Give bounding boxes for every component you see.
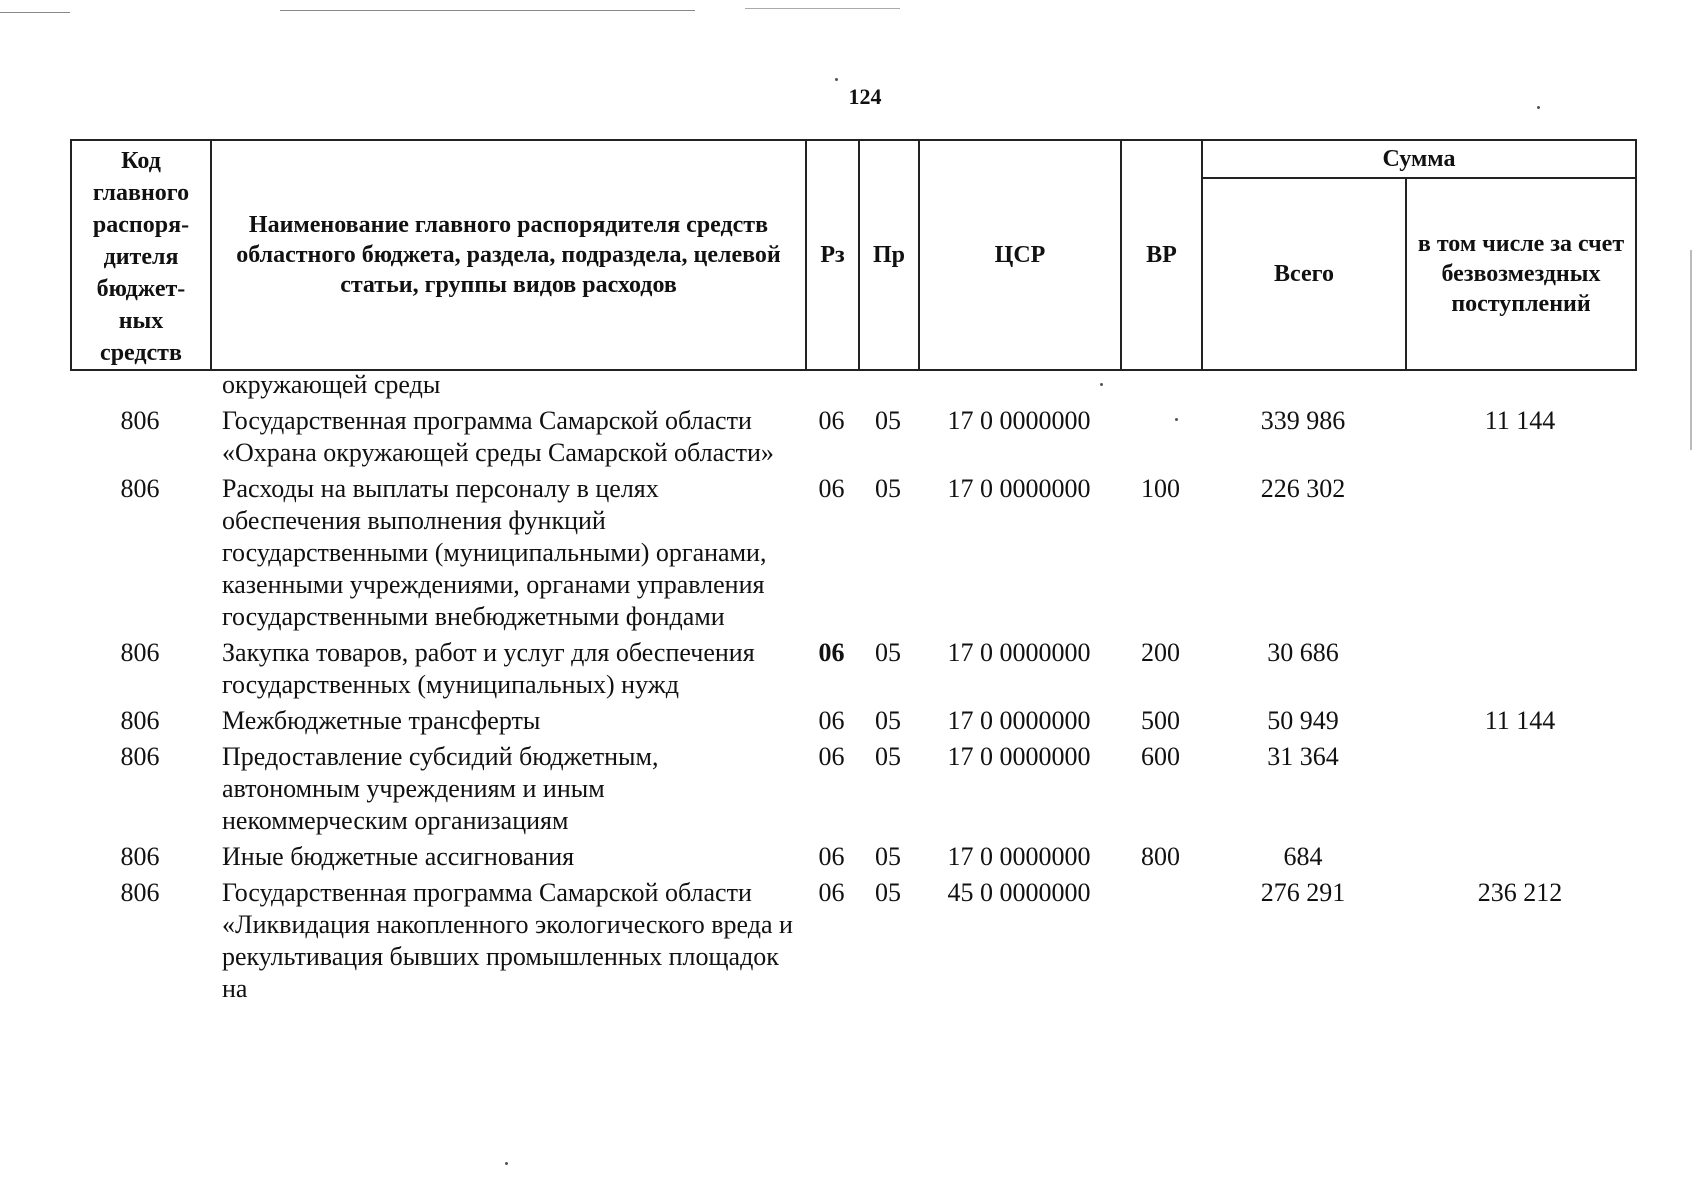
- header-pr: Пр: [859, 140, 919, 370]
- scan-artifact-line: [1690, 250, 1692, 450]
- cell-csr: 17 0 0000000: [947, 742, 1091, 771]
- cell-vr: 200: [1141, 638, 1180, 667]
- cell-incl: [1405, 739, 1635, 839]
- table-header: [70, 139, 1637, 371]
- cell-vr: 600: [1141, 742, 1180, 771]
- cell-code: 806: [120, 878, 160, 907]
- cell-rz: 06: [818, 878, 845, 907]
- cell-code: 806: [120, 842, 160, 871]
- header-rz: Рз: [806, 140, 859, 370]
- cell-pr: 05: [875, 878, 901, 907]
- cell-csr: 17 0 0000000: [947, 474, 1091, 503]
- cell-total: 276 291: [1260, 878, 1346, 907]
- cell-code: 806: [120, 406, 160, 435]
- header-vr: ВР: [1121, 140, 1202, 370]
- scan-artifact-dot: [505, 1162, 508, 1165]
- cell-vr: 500: [1141, 706, 1180, 735]
- cell-code: 806: [120, 638, 160, 667]
- cell-rz: 06: [818, 706, 845, 735]
- table-row: [70, 635, 1635, 703]
- table-body: [70, 369, 1635, 1007]
- scan-artifact-line: [745, 8, 900, 9]
- cell-csr: 45 0 0000000: [947, 878, 1091, 907]
- table-row: [70, 839, 1635, 875]
- cell-incl: [1405, 839, 1635, 875]
- header-csr: ЦСР: [919, 140, 1121, 370]
- table-row: [70, 703, 1635, 739]
- cell-csr: 17 0 0000000: [947, 638, 1091, 667]
- cell-name: Иные бюджетные ассигнования: [222, 842, 575, 871]
- cell-csr: 17 0 0000000: [947, 706, 1091, 735]
- cell-name: Предоставление субсидий бюджетным, автономным учреждениям и иным некоммерческим организациям: [222, 742, 659, 835]
- cell-incl: [1405, 635, 1635, 703]
- cell-csr: 17 0 0000000: [947, 406, 1091, 435]
- cell-name: Расходы на выплаты персоналу в целях обеспечения выполнения функций государственными (муниципальными) органами, казенными учреждениями, органами управления государственными внебюджетными фондами: [222, 474, 767, 631]
- cell-pr: 05: [875, 638, 901, 667]
- cell-vr: [1120, 403, 1201, 471]
- cell-name: Закупка товаров, работ и услуг для обеспечения государственных (муниципальных) нужд: [222, 638, 755, 699]
- cell-vr: 800: [1141, 842, 1180, 871]
- cell-rz: 06: [818, 742, 845, 771]
- cell-total: 226 302: [1260, 474, 1346, 503]
- cell-csr: 17 0 0000000: [947, 842, 1091, 871]
- cell-incl: 11 144: [1484, 406, 1556, 435]
- continuation-text: окружающей среды: [222, 370, 441, 399]
- header-total: Всего: [1202, 178, 1406, 370]
- cell-total: 31 364: [1267, 742, 1339, 771]
- header-sum: Сумма: [1202, 140, 1636, 178]
- scan-artifact-line: [0, 12, 70, 13]
- cell-code: 806: [120, 742, 160, 771]
- scan-artifact-dot: [835, 78, 838, 81]
- cell-pr: 05: [875, 706, 901, 735]
- cell-pr: 05: [875, 406, 901, 435]
- cell-rz: 06: [818, 638, 845, 667]
- header-incl: в том числе за счет безвозмездных поступлений: [1406, 178, 1636, 370]
- table-row-continuation: [70, 369, 1635, 403]
- cell-total: 30 686: [1267, 638, 1339, 667]
- cell-code: 806: [120, 706, 160, 735]
- cell-pr: 05: [875, 474, 901, 503]
- scan-artifact-line: [280, 10, 695, 11]
- cell-incl: 236 212: [1477, 878, 1563, 907]
- cell-name: Межбюджетные трансферты: [222, 706, 541, 735]
- cell-name: Государственная программа Самарской области «Охрана окружающей среды Самарской области»: [222, 406, 774, 467]
- cell-pr: 05: [875, 842, 901, 871]
- cell-incl: [1405, 471, 1635, 635]
- cell-total: 50 949: [1267, 706, 1339, 735]
- cell-name: Государственная программа Самарской области «Ликвидация накопленного экологического вреда и рекультивация бывших промышленных площадок на: [222, 878, 793, 1003]
- table-row: [70, 739, 1635, 839]
- cell-vr: 100: [1141, 474, 1180, 503]
- cell-vr: [1120, 875, 1201, 1007]
- table-row: [70, 471, 1635, 635]
- cell-total: 684: [1283, 842, 1323, 871]
- page-number: 124: [848, 84, 882, 109]
- header-code: Код главного распоря-дителя бюджет-ных средств: [71, 140, 211, 370]
- cell-rz: 06: [818, 842, 845, 871]
- cell-pr: 05: [875, 742, 901, 771]
- cell-code: 806: [120, 474, 160, 503]
- cell-total: 339 986: [1260, 406, 1346, 435]
- cell-incl: 11 144: [1484, 706, 1556, 735]
- cell-rz: 06: [818, 474, 845, 503]
- header-name: Наименование главного распорядителя средств областного бюджета, раздела, подраздела, целевой статьи, группы видов расходов: [211, 140, 806, 370]
- table-row: [70, 403, 1635, 471]
- table-row: [70, 875, 1635, 1007]
- cell-rz: 06: [818, 406, 845, 435]
